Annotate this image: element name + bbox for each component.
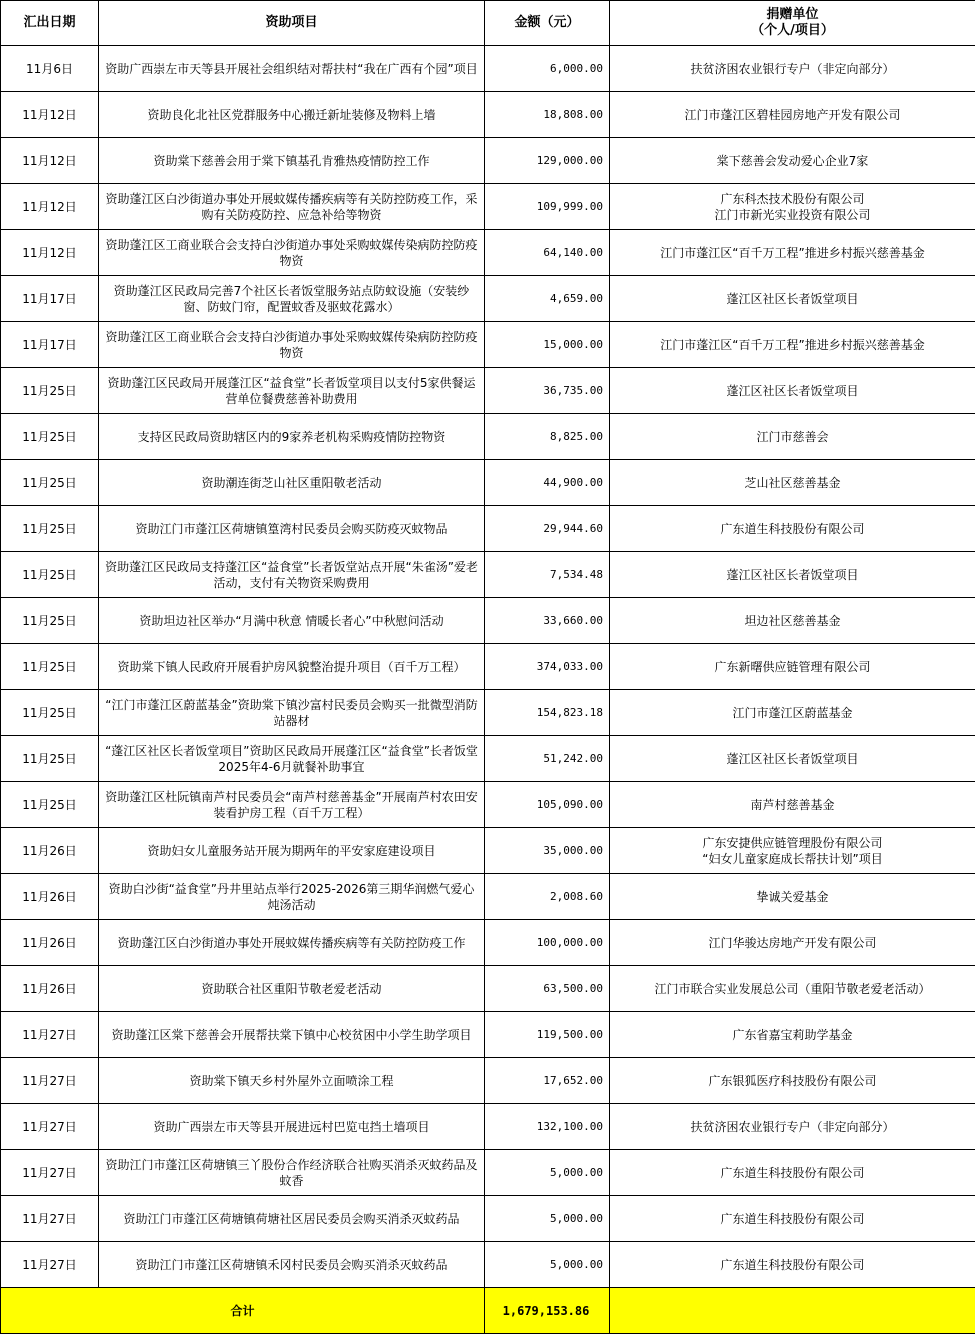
row-donor-line: 扶贫济困农业银行专户（非定向部分） (690, 1119, 895, 1134)
row-date: 11月27日 (1, 1196, 99, 1242)
row-project: 资助蓬江区民政局开展蓬江区“益食堂”长者饭堂项目以支付5家供餐运营单位餐费慈善补助费用 (99, 368, 485, 414)
row-project: 支持区民政局资助辖区内的9家养老机构采购疫情防控物资 (99, 414, 485, 460)
row-donor (610, 598, 975, 644)
row-donor-line: 广东科杰技术股份有限公司 (720, 191, 865, 206)
row-donor (610, 782, 975, 828)
row-project: 资助江门市蓬江区荷塘镇禾冈村民委员会购买消杀灭蚊药品 (99, 1242, 485, 1288)
row-amount: 36,735.00 (485, 368, 610, 414)
row-donor (610, 1196, 975, 1242)
row-project: “蓬江区社区长者饭堂项目”资助区民政局开展蓬江区“益食堂”长者饭堂2025年4-6月就餐补助事宜 (99, 736, 485, 782)
row-amount: 119,500.00 (485, 1012, 610, 1058)
row-donor (610, 736, 975, 782)
row-donor-line: 南芦村慈善基金 (750, 797, 835, 812)
table-row (1, 1012, 975, 1058)
row-project: 资助蓬江区棠下慈善会开展帮扶棠下镇中心校贫困中小学生助学项目 (99, 1012, 485, 1058)
row-project: 资助棠下镇人民政府开展看护房风貌整治提升项目（百千万工程） (99, 644, 485, 690)
row-amount: 100,000.00 (485, 920, 610, 966)
row-date: 11月27日 (1, 1012, 99, 1058)
row-amount: 2,008.60 (485, 874, 610, 920)
table-row (1, 1150, 975, 1196)
row-project: 资助江门市蓬江区荷塘镇荷塘社区居民委员会购买消杀灭蚊药品 (99, 1196, 485, 1242)
row-donor-line: 江门市新光实业投资有限公司 (714, 207, 871, 222)
row-donor (610, 138, 975, 184)
table-row (1, 1196, 975, 1242)
table-row (1, 736, 975, 782)
row-donor (610, 1104, 975, 1150)
row-date: 11月27日 (1, 1104, 99, 1150)
row-donor-line: 广东新曙供应链管理有限公司 (714, 659, 871, 674)
row-project: 资助江门市蓬江区荷塘镇三丫股份合作经济联合社购买消杀灭蚊药品及蚊香 (99, 1150, 485, 1196)
row-project: 资助蓬江区白沙街道办事处开展蚊媒传播疾病等有关防控防疫工作，采购有关防疫防控、应急补给等物资 (99, 184, 485, 230)
header-date: 汇出日期 (1, 1, 99, 46)
row-donor (610, 1150, 975, 1196)
table-row (1, 552, 975, 598)
row-date: 11月27日 (1, 1058, 99, 1104)
row-amount: 18,808.00 (485, 92, 610, 138)
row-date: 11月12日 (1, 92, 99, 138)
row-amount: 109,999.00 (485, 184, 610, 230)
row-date: 11月25日 (1, 644, 99, 690)
row-donor-line: “妇女儿童家庭成长帮扶计划”项目 (702, 851, 883, 866)
row-date: 11月26日 (1, 828, 99, 874)
row-donor (610, 460, 975, 506)
row-donor-line: 蓬江区社区长者饭堂项目 (726, 567, 859, 582)
row-project: 资助妇女儿童服务站开展为期两年的平安家庭建设项目 (99, 828, 485, 874)
row-amount: 51,242.00 (485, 736, 610, 782)
table-row (1, 506, 975, 552)
row-donor-line: 芝山社区慈善基金 (744, 475, 841, 490)
table-row (1, 598, 975, 644)
row-donor (610, 46, 975, 92)
table-row (1, 92, 975, 138)
row-amount: 374,033.00 (485, 644, 610, 690)
row-donor-line: 广东道生科技股份有限公司 (720, 1165, 865, 1180)
header-donor-line1: 捐赠单位 (766, 7, 819, 22)
table-row (1, 414, 975, 460)
row-donor-line: 棠下慈善会发动爱心企业7家 (716, 153, 869, 168)
row-donor-line: 广东安捷供应链管理股份有限公司 (702, 835, 883, 850)
row-date: 11月27日 (1, 1150, 99, 1196)
header-row (1, 1, 975, 46)
row-donor (610, 1058, 975, 1104)
row-donor (610, 506, 975, 552)
row-date: 11月17日 (1, 322, 99, 368)
row-date: 11月25日 (1, 736, 99, 782)
row-donor-line: 江门华骏达房地产开发有限公司 (708, 935, 877, 950)
table-row (1, 276, 975, 322)
row-date: 11月27日 (1, 1242, 99, 1288)
row-donor-line: 蓬江区社区长者饭堂项目 (726, 751, 859, 766)
row-amount: 4,659.00 (485, 276, 610, 322)
row-project: 资助潮连街芝山社区重阳敬老活动 (99, 460, 485, 506)
table-row (1, 966, 975, 1012)
row-project: 资助坦边社区举办“月满中秋意 情暖长者心”中秋慰问活动 (99, 598, 485, 644)
row-donor (610, 184, 975, 230)
row-amount: 7,534.48 (485, 552, 610, 598)
row-donor-line: 广东道生科技股份有限公司 (720, 1257, 865, 1272)
table-row (1, 368, 975, 414)
row-amount: 105,090.00 (485, 782, 610, 828)
total-empty-cell (610, 1288, 975, 1334)
table-row (1, 874, 975, 920)
row-amount: 129,000.00 (485, 138, 610, 184)
header-amount: 金额（元） (485, 1, 610, 46)
row-amount: 44,900.00 (485, 460, 610, 506)
row-project: 资助蓬江区民政局支持蓬江区“益食堂”长者饭堂站点开展“朱雀汤”爱老活动，支付有关物资采购费用 (99, 552, 485, 598)
row-donor-line: 挚诚关爱基金 (756, 889, 829, 904)
row-amount: 29,944.60 (485, 506, 610, 552)
header-donor-line2: （个人/项目） (751, 23, 834, 38)
row-project: 资助白沙街“益食堂”丹井里站点举行2025-2026第三期华润燃气爱心炖汤活动 (99, 874, 485, 920)
row-donor (610, 1242, 975, 1288)
table-row (1, 782, 975, 828)
row-project: 资助蓬江区白沙街道办事处开展蚊媒传播疾病等有关防控防疫工作 (99, 920, 485, 966)
row-amount: 132,100.00 (485, 1104, 610, 1150)
row-amount: 5,000.00 (485, 1150, 610, 1196)
row-project: 资助棠下慈善会用于棠下镇基孔肯雅热疫情防控工作 (99, 138, 485, 184)
row-donor-line: 广东道生科技股份有限公司 (720, 1211, 865, 1226)
header-donor (610, 1, 975, 46)
row-date: 11月26日 (1, 920, 99, 966)
table-row (1, 460, 975, 506)
row-donor (610, 1012, 975, 1058)
row-date: 11月25日 (1, 368, 99, 414)
table-row (1, 230, 975, 276)
row-donor (610, 966, 975, 1012)
table-row (1, 644, 975, 690)
row-amount: 6,000.00 (485, 46, 610, 92)
row-date: 11月25日 (1, 690, 99, 736)
row-amount: 8,825.00 (485, 414, 610, 460)
row-date: 11月25日 (1, 460, 99, 506)
header-project: 资助项目 (99, 1, 485, 46)
table-row (1, 1058, 975, 1104)
total-row (1, 1288, 975, 1334)
row-donor-line: 广东道生科技股份有限公司 (720, 521, 865, 536)
row-donor-line: 坦边社区慈善基金 (744, 613, 841, 628)
row-date: 11月25日 (1, 506, 99, 552)
row-date: 11月25日 (1, 782, 99, 828)
row-project: 资助广西崇左市天等县开展社会组织结对帮扶村“我在广西有个园”项目 (99, 46, 485, 92)
row-donor (610, 644, 975, 690)
table-row (1, 1242, 975, 1288)
total-label: 合计 (1, 1288, 485, 1334)
row-amount: 5,000.00 (485, 1196, 610, 1242)
row-amount: 33,660.00 (485, 598, 610, 644)
row-project: 资助棠下镇天乡村外屋外立面喷涂工程 (99, 1058, 485, 1104)
row-donor (610, 368, 975, 414)
row-donor-line: 江门市联合实业发展总公司（重阳节敬老爱老活动） (654, 981, 931, 996)
row-donor (610, 552, 975, 598)
table-row (1, 138, 975, 184)
row-donor (610, 276, 975, 322)
row-donor (610, 828, 975, 874)
row-project: 资助蓬江区工商业联合会支持白沙街道办事处采购蚊媒传染病防控防疫物资 (99, 322, 485, 368)
table-row (1, 322, 975, 368)
row-date: 11月26日 (1, 874, 99, 920)
row-project: 资助江门市蓬江区荷塘镇篁湾村民委员会购买防疫灭蚊物品 (99, 506, 485, 552)
row-date: 11月26日 (1, 966, 99, 1012)
row-donor-line: 江门市蓬江区碧桂园房地产开发有限公司 (684, 107, 901, 122)
row-date: 11月17日 (1, 276, 99, 322)
row-amount: 5,000.00 (485, 1242, 610, 1288)
row-project: 资助蓬江区民政局完善7个社区长者饭堂服务站点防蚊设施（安装纱窗、防蚊门帘，配置蚊香及驱蚊花露水） (99, 276, 485, 322)
row-donor-line: 广东省嘉宝莉助学基金 (732, 1027, 853, 1042)
table-row (1, 690, 975, 736)
row-donor-line: 江门市蓬江区“百千万工程”推进乡村振兴慈善基金 (660, 337, 925, 352)
row-amount: 63,500.00 (485, 966, 610, 1012)
row-amount: 64,140.00 (485, 230, 610, 276)
row-amount: 35,000.00 (485, 828, 610, 874)
row-donor (610, 92, 975, 138)
table-row (1, 46, 975, 92)
table-row (1, 184, 975, 230)
row-project: 资助广西崇左市天等县开展进远村巴览屯挡土墙项目 (99, 1104, 485, 1150)
row-project: 资助良化北社区党群服务中心搬迁新址装修及物料上墙 (99, 92, 485, 138)
row-date: 11月25日 (1, 598, 99, 644)
row-date: 11月12日 (1, 230, 99, 276)
table-row (1, 828, 975, 874)
row-donor-line: 江门市慈善会 (756, 429, 829, 444)
row-donor (610, 230, 975, 276)
row-donor-line: 江门市蓬江区“百千万工程”推进乡村振兴慈善基金 (660, 245, 925, 260)
row-date: 11月12日 (1, 138, 99, 184)
row-date: 11月6日 (1, 46, 99, 92)
row-date: 11月25日 (1, 414, 99, 460)
row-donor (610, 690, 975, 736)
row-project: 资助联合社区重阳节敬老爱老活动 (99, 966, 485, 1012)
row-amount: 15,000.00 (485, 322, 610, 368)
row-project: “江门市蓬江区蔚蓝基金”资助棠下镇沙富村民委员会购买一批微型消防站器材 (99, 690, 485, 736)
row-date: 11月12日 (1, 184, 99, 230)
row-donor-line: 蓬江区社区长者饭堂项目 (726, 383, 859, 398)
row-donor-line: 蓬江区社区长者饭堂项目 (726, 291, 859, 306)
row-donor (610, 920, 975, 966)
row-donor (610, 322, 975, 368)
table-body (1, 46, 975, 1288)
row-amount: 17,652.00 (485, 1058, 610, 1104)
row-donor (610, 874, 975, 920)
row-donor-line: 广东银狐医疗科技股份有限公司 (708, 1073, 877, 1088)
row-donor-line: 扶贫济困农业银行专户（非定向部分） (690, 61, 895, 76)
row-project: 资助蓬江区杜阮镇南芦村民委员会“南芦村慈善基金”开展南芦村农田安装看护房工程（百千万工程） (99, 782, 485, 828)
row-donor-line: 江门市蓬江区蔚蓝基金 (732, 705, 853, 720)
row-project: 资助蓬江区工商业联合会支持白沙街道办事处采购蚊媒传染病防控防疫物资 (99, 230, 485, 276)
row-amount: 154,823.18 (485, 690, 610, 736)
table-row (1, 920, 975, 966)
row-date: 11月25日 (1, 552, 99, 598)
total-amount: 1,679,153.86 (485, 1288, 610, 1334)
row-donor (610, 414, 975, 460)
table-row (1, 1104, 975, 1150)
